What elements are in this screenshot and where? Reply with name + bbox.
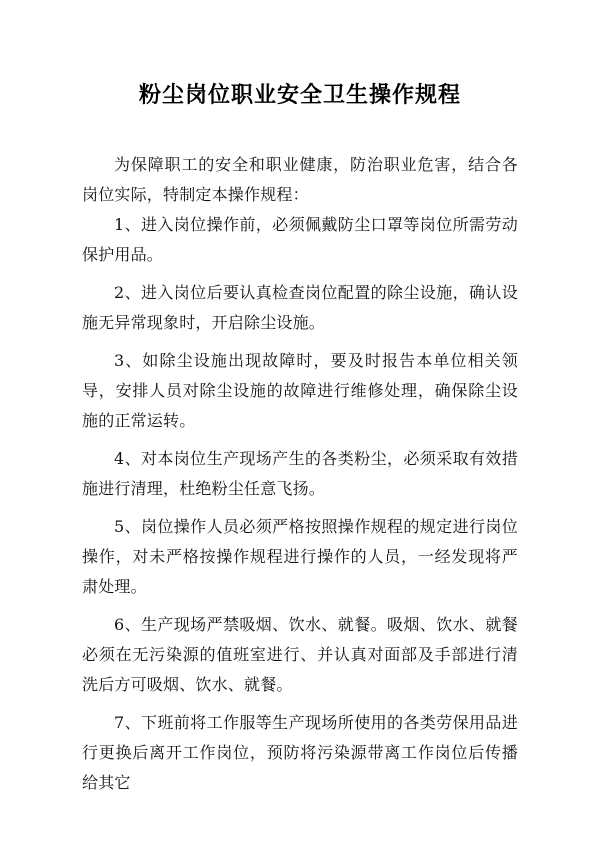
rule-item-4: 4、对本岗位生产现场产生的各类粉尘，必须采取有效措施进行清理，杜绝粉尘任意飞扬。	[82, 449, 518, 498]
rule-item-7: 7、下班前将工作服等生产现场所使用的各类劳保用品进行更换后离开工作岗位，预防将污染源带离工作岗位后传播给其它	[82, 713, 518, 792]
document-title: 粉尘岗位职业安全卫生操作规程	[138, 83, 461, 108]
document-body	[82, 150, 518, 798]
rule-item-2: 2、进入岗位后要认真检查岗位配置的除尘设施，确认设施无异常现象时，开启除尘设施。	[82, 283, 518, 332]
rule-item-3: 3、如除尘设施出现故障时，要及时报告本单位相关领导，安排人员对除尘设施的故障进行维修处理，确保除尘设施的正常运转。	[82, 351, 518, 430]
rule-item-6: 6、生产现场严禁吸烟、饮水、就餐。吸烟、饮水、就餐必须在无污染源的值班室进行、并认真对面部及手部进行清洗后方可吸烟、饮水、就餐。	[82, 615, 518, 694]
rule-item-5: 5、岗位操作人员必须严格按照操作规程的规定进行岗位操作，对未严格按操作规程进行操作的人员，一经发现将严肃处理。	[82, 517, 518, 596]
rule-item-1: 1、进入岗位操作前，必须佩戴防尘口罩等岗位所需劳动保护用品。	[82, 215, 518, 264]
intro-paragraph: 为保障职工的安全和职业健康，防治职业危害，结合各岗位实际，特制定本操作规程：	[82, 155, 518, 204]
